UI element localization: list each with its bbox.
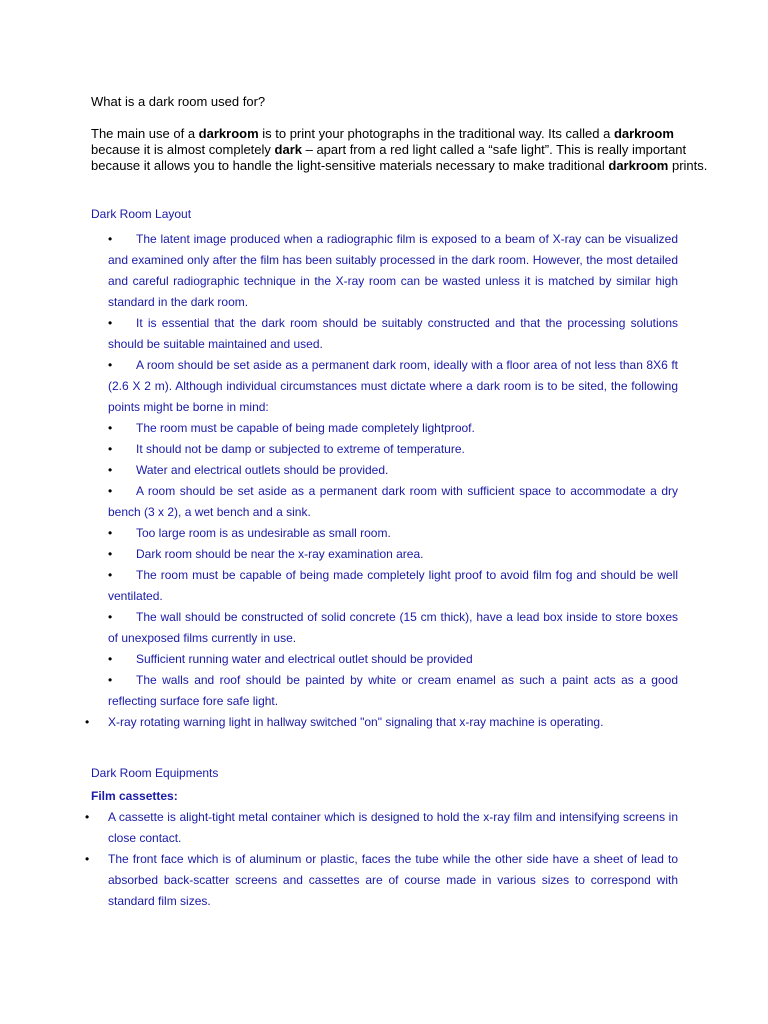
layout-bullet-list — [85, 229, 678, 733]
bullet-icon: • — [85, 852, 90, 866]
list-item — [85, 807, 678, 849]
bullet-icon: • — [108, 358, 113, 372]
bullet-icon: • — [108, 526, 113, 540]
list-item — [108, 649, 678, 670]
list-item — [108, 229, 678, 313]
equipment-bullet-list — [85, 807, 678, 912]
intro-bold-term: dark — [274, 142, 302, 157]
intro-text: – apart from a red light called a “safe light”. This is really important because it allows you to handle the light-sensitive materials necessary to make traditional — [91, 142, 687, 173]
list-item-text: A room should be set aside as a permanent dark room, ideally with a floor area of not less than 8X6 ft (2.6 X 2 m). Although individual circumstances must dictate where a dark room is to be sited, the following points might be borne in mind: — [108, 358, 678, 414]
intro-text: is to print your photographs in the traditional way. Its called a — [258, 126, 614, 141]
list-item — [108, 460, 678, 481]
list-item-text: The front face which is of aluminum or plastic, faces the tube while the other side have a sheet of lead to absorbed back-scatter screens and cassettes are of course made in various sizes to correspond with standard film sizes. — [108, 852, 678, 908]
intro-text: prints. — [668, 158, 708, 173]
list-item-text: The walls and roof should be painted by white or cream enamel as such a paint acts as a good reflecting surface fore safe light. — [108, 673, 678, 708]
list-item-text: The wall should be constructed of solid concrete (15 cm thick), have a lead box inside to store boxes of unexposed films currently in use. — [108, 610, 678, 645]
section-title-equipments: Dark Room Equipments — [91, 766, 219, 780]
list-item-text: Water and electrical outlets should be provided. — [136, 463, 389, 477]
bullet-icon: • — [108, 568, 113, 582]
list-item-text: The room must be capable of being made completely light proof to avoid film fog and should be well ventilated. — [108, 568, 678, 603]
list-item-text: A room should be set aside as a permanent dark room with sufficient space to accommodate a dry bench (3 x 2), a wet bench and a sink. — [108, 484, 678, 519]
intro-bold-term: darkroom — [608, 158, 669, 173]
bullet-icon: • — [108, 421, 113, 435]
bullet-icon: • — [108, 547, 113, 561]
list-item-text: Too large room is as undesirable as small room. — [136, 526, 391, 540]
list-item — [81, 712, 678, 733]
list-item — [108, 481, 678, 523]
list-item — [108, 565, 678, 607]
intro-bold-term: darkroom — [613, 126, 674, 141]
list-item — [108, 670, 678, 712]
bullet-icon: • — [108, 463, 113, 477]
list-item — [108, 544, 678, 565]
bullet-icon: • — [85, 715, 90, 729]
bullet-icon: • — [108, 673, 113, 687]
list-item — [108, 607, 678, 649]
list-item-text: The room must be capable of being made completely lightproof. — [136, 421, 475, 435]
bullet-icon: • — [85, 810, 90, 824]
intro-bold-term: darkroom — [198, 126, 259, 141]
bullet-icon: • — [108, 232, 113, 246]
list-item-text: A cassette is alight-tight metal container which is designed to hold the x-ray film and intensifying screens in close contact. — [108, 810, 678, 845]
list-item-text: Dark room should be near the x-ray examination area. — [136, 547, 424, 561]
intro-text: because it is almost completely — [91, 142, 275, 157]
bullet-icon: • — [108, 316, 113, 330]
list-item-text: It is essential that the dark room should be suitably constructed and that the processing solutions should be suitable maintained and used. — [108, 316, 678, 351]
list-item-text: It should not be damp or subjected to extreme of temperature. — [136, 442, 465, 456]
intro-text: The main use of a — [91, 126, 199, 141]
list-item-text: The latent image produced when a radiographic film is exposed to a beam of X-ray can be visualized and examined only after the film has been suitably processed in the dark room. However, the most detailed and careful radiographic technique in the X-ray room can be wasted unless it is matched by similar high standard in the dark room. — [108, 232, 678, 309]
bullet-icon: • — [108, 610, 113, 624]
list-item-text: Sufficient running water and electrical outlet should be provided — [136, 652, 473, 666]
section-title-layout: Dark Room Layout — [91, 207, 192, 221]
list-item — [108, 355, 678, 418]
list-item — [108, 313, 678, 355]
list-item — [108, 523, 678, 544]
list-item — [108, 418, 678, 439]
subsection-title-film-cassettes: Film cassettes: — [91, 789, 178, 803]
bullet-icon: • — [108, 442, 113, 456]
list-item — [108, 439, 678, 460]
list-item-text: X-ray rotating warning light in hallway switched "on" signaling that x-ray machine is operating. — [108, 715, 604, 729]
intro-paragraph — [91, 126, 711, 174]
bullet-icon: • — [108, 484, 113, 498]
bullet-icon: • — [108, 652, 113, 666]
question-heading: What is a dark room used for? — [91, 94, 266, 109]
list-item — [85, 849, 678, 912]
